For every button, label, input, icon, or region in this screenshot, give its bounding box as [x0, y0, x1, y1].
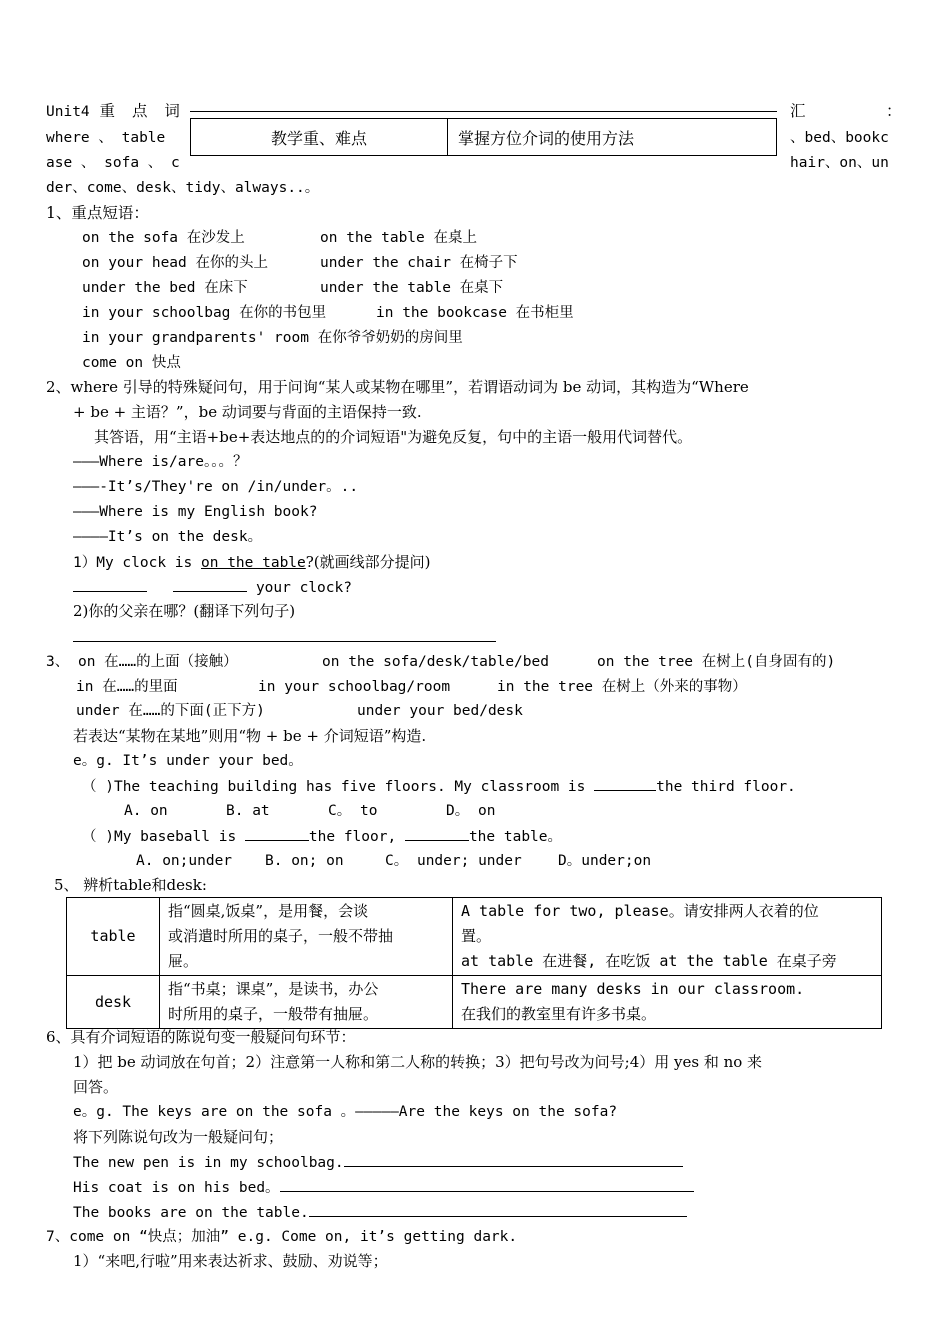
section7-line1: 7、come on “快点；加油” e.g. Come on, it’s getting dark. [46, 1229, 518, 1245]
answer-blank[interactable] [245, 826, 309, 841]
section6-steps: 1）把 be 动词放在句首；2）注意第一人称和第二人称的转换；3）把句号改为问号;4）用 yes 和 no 来 [73, 1053, 763, 1071]
word-cell: desk [67, 976, 160, 1029]
unit-title: Unit4 重 点 词 [46, 102, 186, 120]
title-colon: ： [886, 102, 902, 120]
section3-row: 3、 on 在……的上面（接触） [46, 654, 238, 670]
phrase: under the bed 在床下 [82, 280, 248, 296]
option[interactable]: C。 to [328, 803, 378, 819]
vocab-line3: der、come、desk、tidy、always..。 [46, 180, 320, 196]
sentence: The new pen is in my schoolbag. [73, 1152, 683, 1173]
word-cell: table [67, 898, 160, 976]
option[interactable]: B. on; on [265, 853, 344, 869]
section3-row: in 在……的里面 [76, 679, 178, 695]
header-rule [190, 111, 777, 112]
mc-question-2: （ )My baseball is the floor, the table。 [82, 826, 562, 847]
section6-task: 将下列陈说句改为一般疑问句； [73, 1128, 284, 1146]
meaning-cell: 指“圆桌,饭桌”，是用餐，会谈 或消遣时所用的桌子，一般不带抽 屉。 [160, 898, 453, 976]
option[interactable]: A. on [124, 803, 168, 819]
example-line: ———Where is/are。。。？ [73, 454, 248, 470]
answer-line-1: your clock? [73, 577, 352, 598]
question-1: 1）My clock is on the table?(就画线部分提问) [73, 553, 431, 571]
section3-example: e。g. It’s under your bed。 [73, 753, 303, 769]
example-line: ———Where is my English book? [73, 504, 318, 520]
section1-heading: 1、重点短语： [46, 204, 149, 222]
vocab-line2-right: hair、on、un [790, 155, 889, 171]
question-2: 2)你的父亲在哪？(翻译下列句子) [73, 602, 296, 620]
answer-blank[interactable] [344, 1152, 683, 1167]
section5-heading: 5、 辨析table和desk: [54, 876, 207, 894]
section2-line3: 其答语，用“主语+be+表达地点的的介词短语"为避免反复，句中的主语一般用代词替代。 [94, 428, 693, 446]
sentence: The books are on the table. [73, 1202, 687, 1223]
sentence: His coat is on his bed。 [73, 1177, 694, 1198]
section3-row: in the tree 在树上（外来的事物） [497, 679, 747, 695]
section3-row: on the sofa/desk/table/bed [322, 654, 549, 670]
section3-row: on the tree 在树上(自身固有的) [597, 654, 836, 670]
example-line: ———-It’s/They're on /in/under。.. [73, 479, 359, 495]
answer-blank[interactable] [280, 1177, 694, 1192]
section6-heading: 6、具有介词短语的陈说句变一般疑问句环节： [46, 1028, 356, 1046]
example-cell: A table for two, please。请安排两人衣着的位 置。 at table 在进餐, 在吃饭 at the table 在桌子旁 [453, 898, 882, 976]
section3-row: under your bed/desk [357, 703, 523, 719]
option[interactable]: A. on;under [136, 853, 233, 869]
example-line: ————It’s on the desk。 [73, 529, 263, 545]
section2-line1: 2、where 引导的特殊疑问句，用于问询“某人或某物在哪里”，若谓语动词为 be 动词，其构造为“Where [46, 378, 749, 396]
comparison-table [66, 897, 882, 1029]
focus-value: 掌握方位介词的使用方法 [448, 119, 777, 156]
answer-blank[interactable] [73, 577, 147, 592]
phrase: on your head 在你的头上 [82, 255, 268, 271]
table-row [67, 976, 882, 1029]
section2-line2: + be + 主语？”，be 动词要与背面的主语保持一致. [73, 403, 422, 421]
vocab-line1-right: 、bed、bookc [790, 130, 889, 146]
table-row [67, 898, 882, 976]
option[interactable]: D。under;on [558, 853, 652, 869]
focus-table [190, 118, 777, 156]
vocab-line2-left: ase 、 sofa 、 c [46, 155, 180, 171]
phrase: in the bookcase 在书柜里 [376, 305, 574, 321]
section6-example: e。g. The keys are on the sofa 。—————Are the keys on the sofa? [73, 1104, 618, 1120]
mc-question-1: （ )The teaching building has five floors. My classroom is the third floor. [82, 776, 796, 797]
phrase: under the chair 在椅子下 [320, 255, 518, 271]
section3-note: 若表达“某物在某地”则用“物 + be + 介词短语”构造. [73, 727, 427, 745]
answer-blank[interactable] [309, 1202, 687, 1217]
answer-blank[interactable] [594, 776, 656, 791]
section3-row: under 在……的下面(正下方) [76, 703, 265, 719]
option[interactable]: B. at [226, 803, 270, 819]
phrase: on the table 在桌上 [320, 230, 477, 246]
section7-line2: 1）“来吧,行啦”用来表达祈求、鼓励、劝说等； [73, 1252, 388, 1270]
option[interactable]: D。 on [446, 803, 496, 819]
option[interactable]: C。 under; under [385, 853, 522, 869]
section6-steps: 回答。 [73, 1078, 119, 1096]
meaning-cell: 指“书桌；课桌”，是读书，办公 时所用的桌子，一般带有抽屉。 [160, 976, 453, 1029]
phrase: in your grandparents' room 在你爷爷奶奶的房间里 [82, 330, 463, 346]
vocab-line1-left: where 、 table [46, 130, 166, 146]
answer-blank[interactable] [173, 577, 247, 592]
phrase: on the sofa 在沙发上 [82, 230, 245, 246]
focus-label: 教学重、难点 [191, 119, 448, 156]
phrase: under the table 在桌下 [320, 280, 504, 296]
example-cell: There are many desks in our classroom. 在我们的教室里有许多书桌。 [453, 976, 882, 1029]
title-end: 汇 [790, 102, 806, 120]
phrase: in your schoolbag 在你的书包里 [82, 305, 327, 321]
section3-row: in your schoolbag/room [258, 679, 451, 695]
phrase: come on 快点 [82, 355, 181, 371]
answer-line-2[interactable] [73, 641, 496, 642]
answer-blank[interactable] [405, 826, 469, 841]
